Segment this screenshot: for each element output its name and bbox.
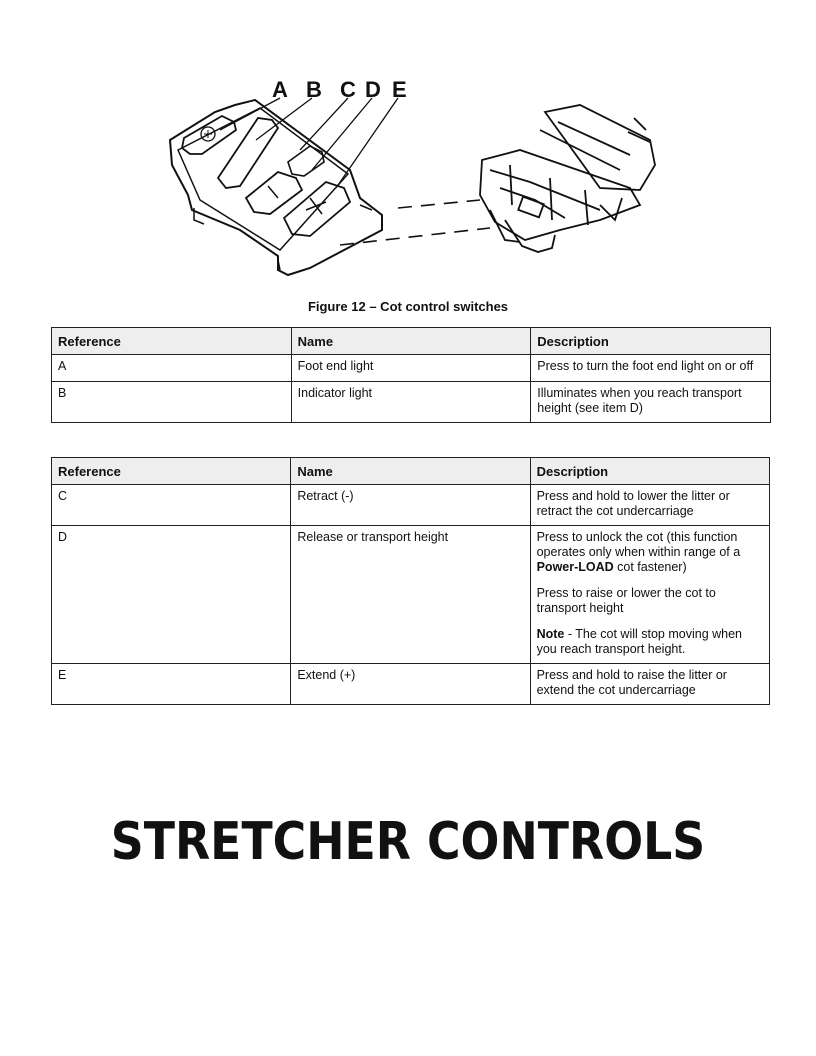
table-row xyxy=(52,355,771,382)
cell-name: Extend (+) xyxy=(291,664,530,705)
reference-table-c-d-e xyxy=(51,457,770,705)
reference-table-a-b xyxy=(51,327,771,423)
note-label: Note xyxy=(536,627,565,641)
release-transport-button xyxy=(288,146,324,176)
description-text: cot fastener) xyxy=(613,560,687,574)
cot-frame-illustration xyxy=(480,105,655,252)
note-text: - The cot will stop moving when you reach transport height. xyxy=(536,627,742,656)
cell-description: Press and hold to raise the litter or extend the cot undercarriage xyxy=(530,664,769,705)
note-paragraph xyxy=(537,627,763,657)
cell-reference: C xyxy=(52,485,291,526)
cell-reference: D xyxy=(52,526,291,664)
cell-reference: B xyxy=(52,382,292,423)
table-row xyxy=(52,664,770,705)
table-row xyxy=(52,485,770,526)
description-paragraph: Press to raise or lower the cot to transport height xyxy=(536,586,716,615)
cell-reference: A xyxy=(52,355,292,382)
header-name: Name xyxy=(291,458,530,485)
cell-name: Release or transport height xyxy=(291,526,530,664)
header-description: Description xyxy=(530,458,769,485)
callout-e: E xyxy=(392,77,407,102)
header-description: Description xyxy=(531,328,771,355)
figure-caption: Figure 12 – Cot control switches xyxy=(307,299,509,314)
cell-name: Retract (-) xyxy=(291,485,530,526)
cell-description: Press and hold to lower the litter or retract the cot undercarriage xyxy=(530,485,769,526)
table-header-row xyxy=(52,458,770,485)
indicator-light-button xyxy=(218,118,278,188)
callout-d: D xyxy=(365,77,381,102)
header-reference: Reference xyxy=(52,328,292,355)
foot-end-light-button xyxy=(182,116,236,154)
header-reference: Reference xyxy=(52,458,291,485)
cell-description: Illuminates when you reach transport height (see item D) xyxy=(531,382,771,423)
cot-control-switches-figure xyxy=(160,70,680,290)
cell-name: Foot end light xyxy=(291,355,531,382)
page-banner-title: STRETCHER CONTROLS xyxy=(110,812,706,872)
callout-b: B xyxy=(306,77,322,102)
cell-description xyxy=(530,526,769,664)
header-name: Name xyxy=(291,328,531,355)
table-row xyxy=(52,526,770,664)
callout-c: C xyxy=(340,77,356,102)
cell-name: Indicator light xyxy=(291,382,531,423)
product-name: Power-LOAD xyxy=(536,560,614,574)
description-paragraph xyxy=(537,530,763,575)
table-row xyxy=(52,382,771,423)
table-header-row xyxy=(52,328,771,355)
callout-a: A xyxy=(272,77,288,102)
cell-description: Press to turn the foot end light on or off xyxy=(531,355,771,382)
description-text: Press to unlock the cot (this function operates only when within range of a xyxy=(536,530,741,559)
cell-reference: E xyxy=(52,664,291,705)
